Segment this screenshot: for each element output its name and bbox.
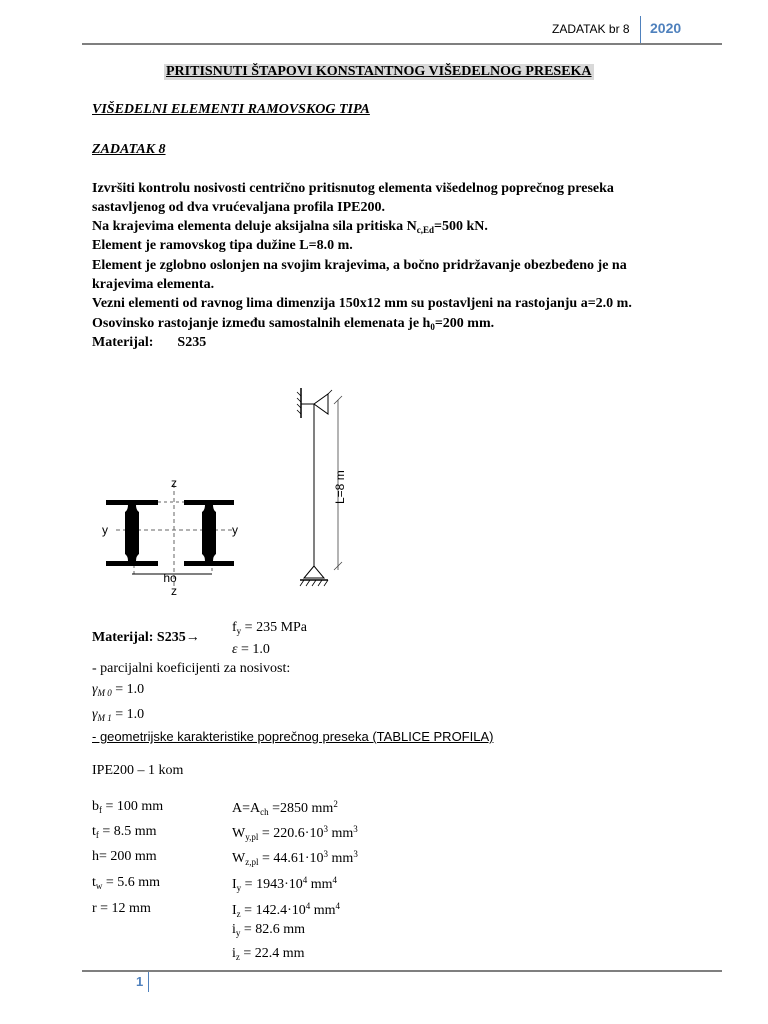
header-year: 2020 <box>650 20 682 36</box>
desc-line-5: Element je zglobno oslonjen na svojim krajevima, a bočno pridržavanje obezbeđeno je na <box>92 258 627 273</box>
subtitle: VIŠEDELNI ELEMENTI RAMOVSKOG TIPA <box>92 102 370 117</box>
prop-radius-z: $i_z = 22.4$ mm <box>232 946 305 962</box>
header-separator <box>640 16 641 44</box>
desc-line-4: Element je ramovskog tipa dužine L=8.0 m. <box>92 238 353 253</box>
footer-separator <box>148 972 149 992</box>
column-elevation-figure <box>292 384 362 594</box>
header-rule <box>82 43 722 45</box>
geom-title: - geometrijske karakteristike poprečnog preseka (TABLICE PROFILA) <box>92 729 494 744</box>
desc-line-2: sastavljenog od dva vrućevaljana profila IPE200. <box>92 200 385 215</box>
top-support-icon <box>314 394 328 414</box>
prop-radius-y: $i_y = 82.6$ mm <box>232 922 306 938</box>
h0-label: ho <box>163 571 177 585</box>
profile-label: IPE200 – 1 kom <box>92 763 184 778</box>
prop-wz: $W_{z,pl} = 44.61\cdot 10^3$ $mm^3$ <box>232 849 358 867</box>
material-label: Materijal: S235→ <box>92 630 200 645</box>
desc-line-7: Vezni elementi od ravnog lima dimenzija 150x12 mm su postavljeni na rastojanju a=2.0 m. <box>92 296 632 311</box>
left-ibeam <box>106 500 158 566</box>
y-right-label: y <box>232 523 238 537</box>
desc-line-1: Izvršiti kontrolu nosivosti centrično pritisnutog elementa višedelnog poprečnog preseka <box>92 181 614 196</box>
length-label: L=8 m <box>333 470 347 504</box>
cross-section-figure <box>92 470 272 600</box>
prop-h: h= 200 mm <box>92 849 157 864</box>
bottom-support-icon <box>304 566 324 578</box>
desc-material: Materijal: S235 <box>92 335 207 350</box>
right-ibeam <box>184 500 234 566</box>
z-top-label: z <box>171 476 177 490</box>
gamma-m1: $\gamma_{M 1} = 1.0$ <box>92 707 145 723</box>
y-left-label: y <box>102 523 108 537</box>
desc-line-6: krajevima elementa. <box>92 277 215 292</box>
prop-wy: $W_{y,pl} = 220.6\cdot 10^3$ $mm^3$ <box>232 824 358 842</box>
main-title: PRITISNUTI ŠTAPOVI KONSTANTNOG VIŠEDELNOG PRESEKA <box>166 64 592 79</box>
partial-title: - parcijalni koeficijenti za nosivost: <box>92 661 291 676</box>
desc-line-8: Osovinsko rastojanje između samostalnih elemenata je $h_0=200$ mm. <box>92 316 495 332</box>
prop-tf: $t_f = 8.5$ mm <box>92 824 157 840</box>
gamma-m0: $\gamma_{M 0} = 1.0$ <box>92 682 145 698</box>
task-label: ZADATAK 8 <box>92 142 166 157</box>
z-bottom-label: z <box>171 584 177 598</box>
prop-area: $A=A_{ch} =2850$ $mm^2$ <box>232 799 338 817</box>
page-number: 1 <box>136 974 144 989</box>
footer-rule <box>82 970 722 972</box>
prop-iy: $I_y = 1943\cdot 10^4$ $mm^4$ <box>232 875 338 893</box>
prop-tw: $t_w = 5.6$ mm <box>92 875 161 891</box>
prop-bf: $b_f = 100$ mm <box>92 799 164 815</box>
prop-iz: $I_z = 142.4\cdot 10^4$ $mm^4$ <box>232 901 341 919</box>
epsilon-value: ε = 1.0 <box>232 642 270 657</box>
header-title: ZADATAK br 8 <box>552 22 630 36</box>
fy-value: $f_y = 235$ MPa <box>232 620 308 636</box>
prop-r: r = 12 mm <box>92 901 151 916</box>
desc-line-3: Na krajevima elementa deluje aksijalna sila pritiska $N_{c,Ed}=500$ kN. <box>92 219 488 235</box>
